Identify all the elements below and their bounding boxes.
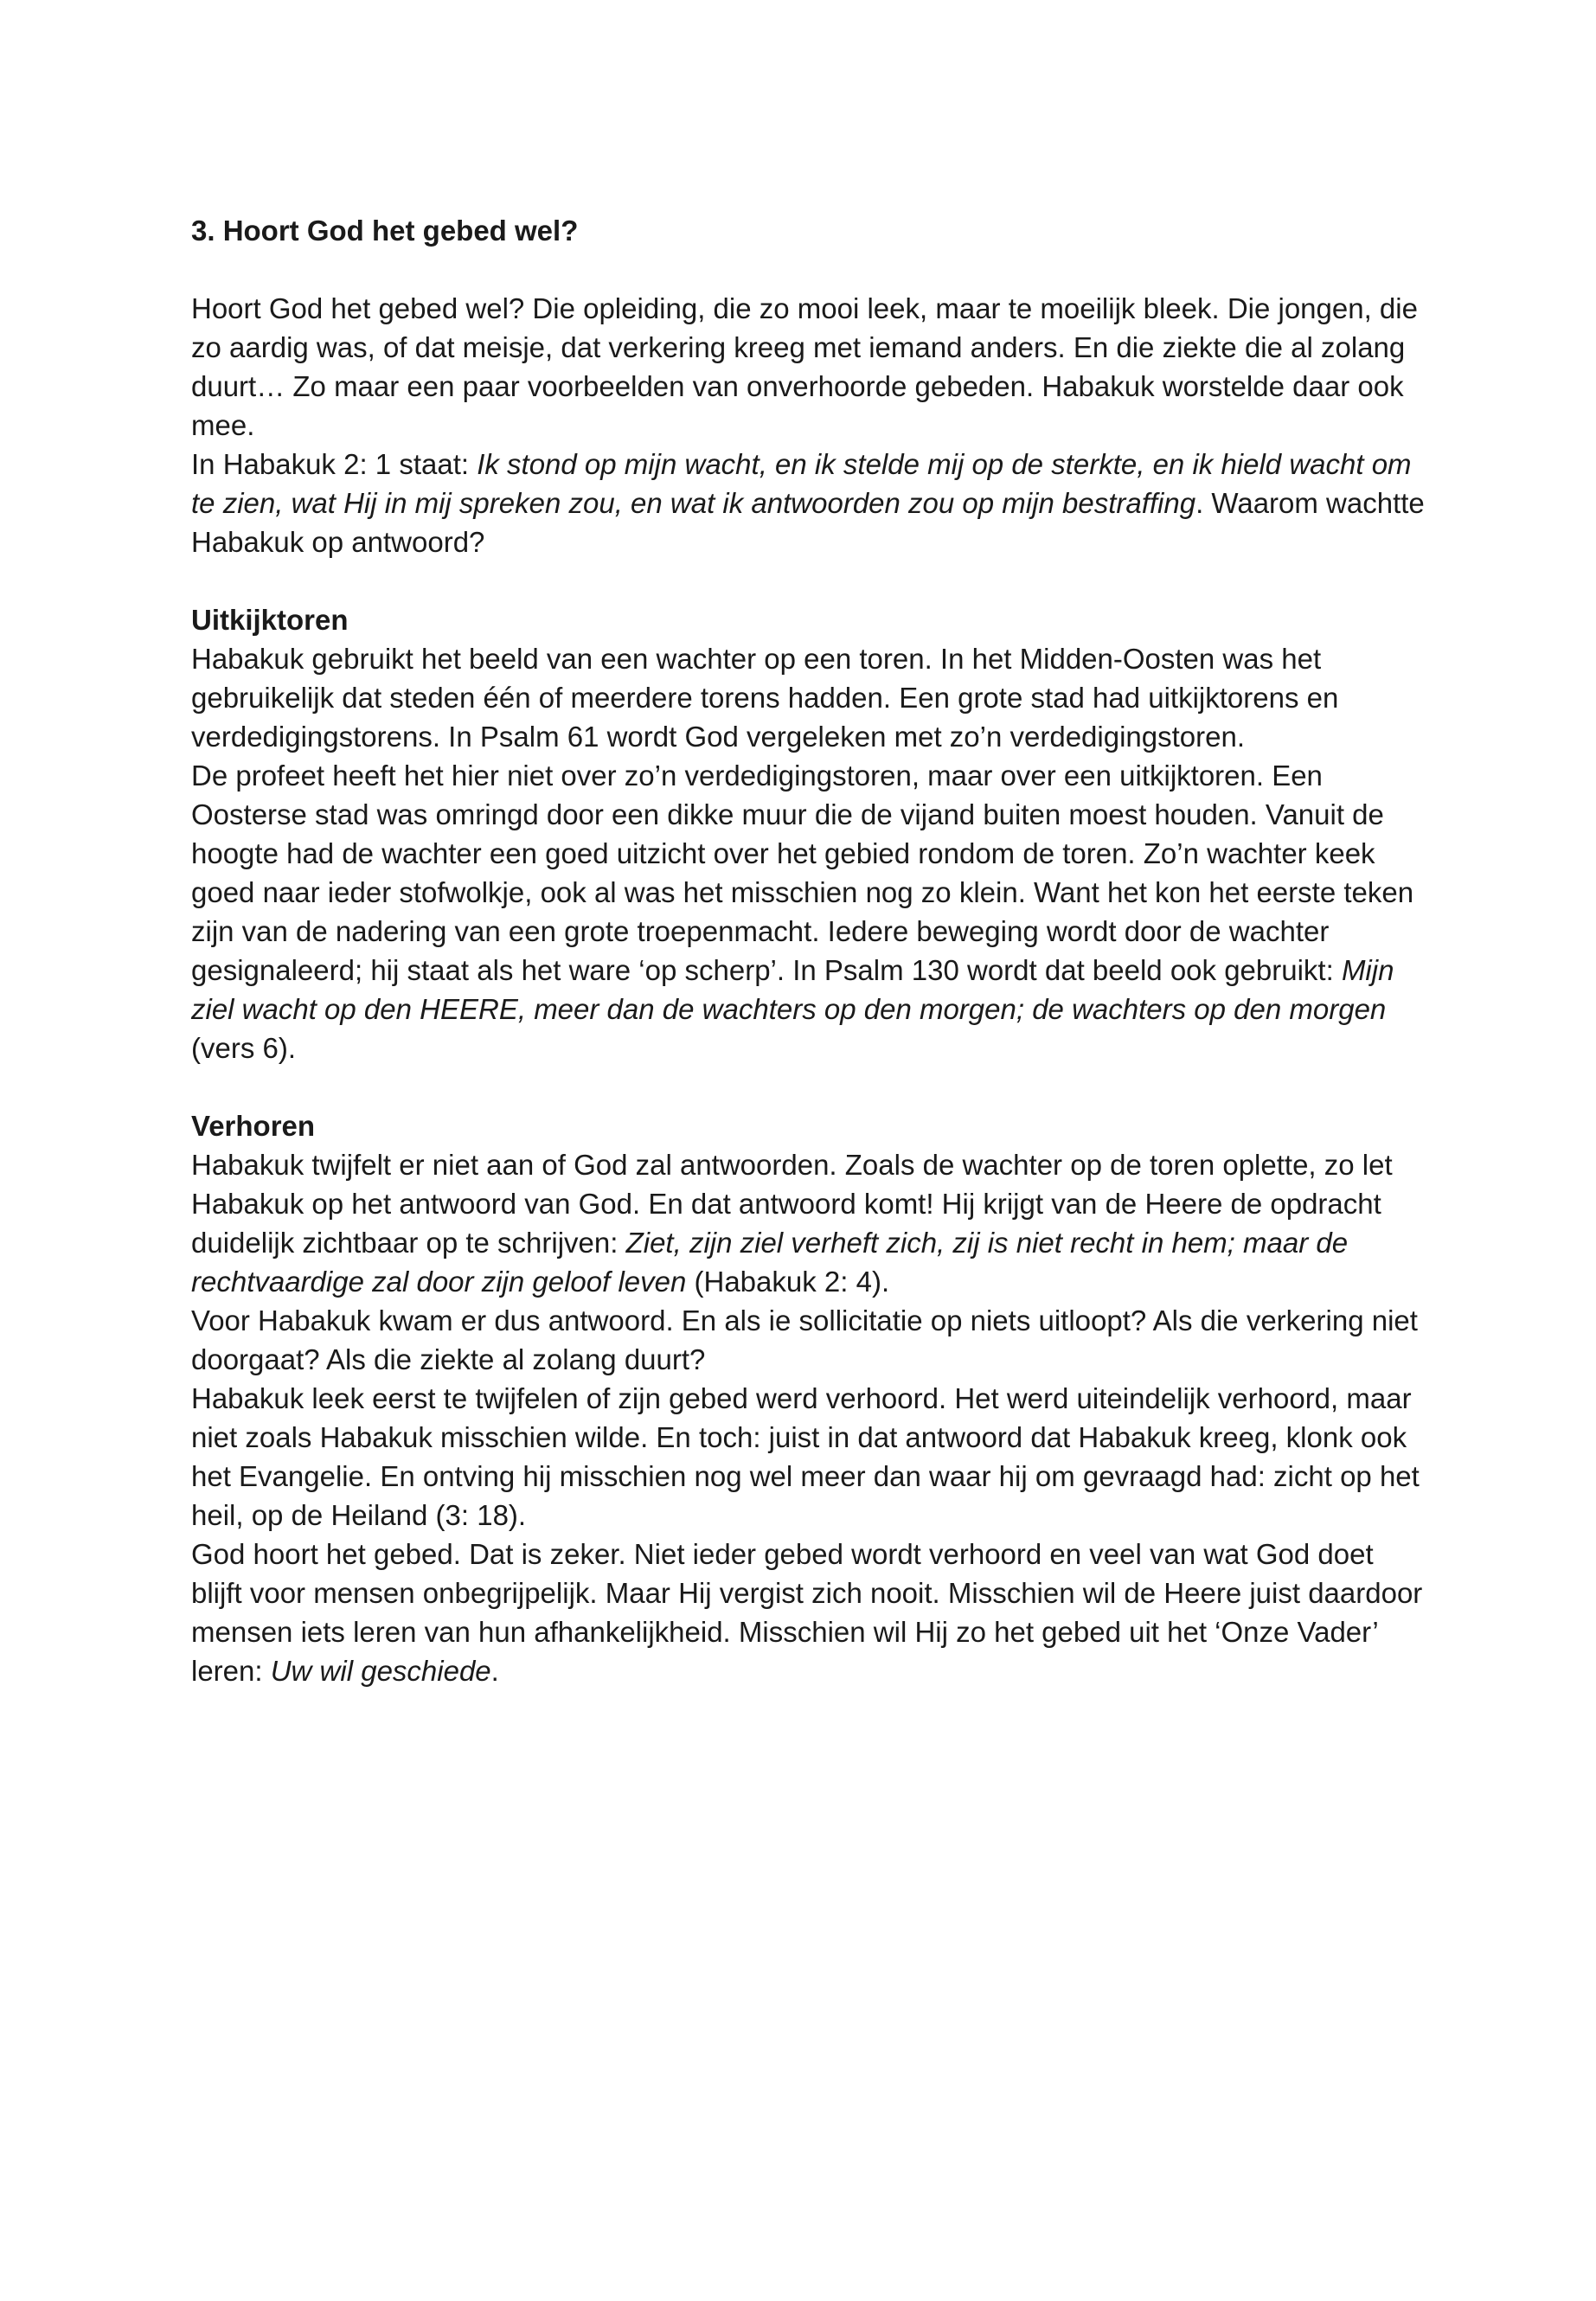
verhoren-paragraph-1-tail: (Habakuk 2: 4).: [686, 1266, 890, 1298]
section-verhoren: [191, 1106, 1428, 1690]
uitkijktoren-paragraph-2-lead: De profeet heeft het hier niet over zo’n verdedigingstoren, maar over een uitkijktoren. Een Oosterse stad was omringd door een dikke muur die de vijand buiten moest houden. Vanuit de hoogte had de wachter een goed uitzicht over het gebied rondom de toren. Zo’n wachter keek goed naar ieder stofwolkje, ook al was het misschien nog zo klein. Want het kon het eerste teken zijn van de nadering van een grote troepenmacht. Iedere beweging wordt door de wachter gesignaleerd; hij staat als het ware ‘op scherp’. In Psalm 130 wordt dat beeld ook gebruikt:: [191, 760, 1414, 986]
habakuk-2-4-quote: Ziet, zijn ziel verheft zich, zij is niet recht in hem; maar de rechtvaardige zal door zijn geloof leven: [191, 1227, 1349, 1298]
verhoren-paragraph-2: Voor Habakuk kwam er dus antwoord. En als ie sollicitatie op niets uitloopt? Als die verkering niet doorgaat? Als die ziekte al zolang duurt?: [191, 1304, 1418, 1375]
verhoren-paragraph-4-tail: .: [490, 1655, 499, 1687]
section-heading-verhoren: Verhoren: [191, 1110, 316, 1142]
intro-paragraph-2-tail: . Waarom wachtte Habakuk op antwoord?: [191, 487, 1425, 558]
intro-paragraph-2: [191, 445, 1428, 561]
habakuk-2-1-quote: Ik stond op mijn wacht, en ik stelde mij op de sterkte, en ik hield wacht om te zien, wat Hij in mij spreken zou, en wat ik antwoorden zou op mijn bestraffing: [191, 448, 1412, 519]
document-page: [191, 211, 1428, 1690]
verhoren-paragraph-1: [191, 1145, 1428, 1301]
verhoren-paragraph-4-lead: God hoort het gebed. Dat is zeker. Niet ieder gebed wordt verhoord en veel van wat God doet blijft voor mensen onbegrijpelijk. Maar Hij vergist zich nooit. Misschien wil de Heere juist daardoor mensen iets leren van hun afhankelijkheid. Misschien wil Hij zo het gebed uit het ‘Onze Vader’ leren:: [191, 1538, 1423, 1687]
psalm-130-quote: Mijn ziel wacht op den HEERE, meer dan de wachters op den morgen; de wachters op den morgen: [191, 954, 1394, 1025]
verhoren-paragraph-4: [191, 1535, 1428, 1690]
section-uitkijktoren: [191, 600, 1428, 1067]
uitkijktoren-paragraph-1: Habakuk gebruikt het beeld van een wachter op een toren. In het Midden-Oosten was het gebruikelijk dat steden één of meerdere torens hadden. Een grote stad had uitkijktorens en verdedigingstorens. In Psalm 61 wordt God vergeleken met zo’n verdedigingstoren.: [191, 643, 1339, 753]
onze-vader-quote: Uw wil geschiede: [270, 1655, 491, 1687]
document-title: 3. Hoort God het gebed wel?: [191, 215, 579, 247]
uitkijktoren-paragraph-2-tail: (vers 6).: [191, 1032, 297, 1064]
verhoren-paragraph-1-lead: Habakuk twijfelt er niet aan of God zal antwoorden. Zoals de wachter op de toren oplette, zo let Habakuk op het antwoord van God. En dat antwoord komt! Hij krijgt van de Heere de opdracht duidelijk zichtbaar op te schrijven:: [191, 1149, 1393, 1259]
intro-paragraph-2-lead: In Habakuk 2: 1 staat:: [191, 448, 478, 480]
intro-paragraph-1: Hoort God het gebed wel? Die opleiding, die zo mooi leek, maar te moeilijk bleek. Die jongen, die zo aardig was, of dat meisje, dat verkering kreeg met iemand anders. En die ziekte die al zolang duurt… Zo maar een paar voorbeelden van onverhoorde gebeden. Habakuk worstelde daar ook mee.: [191, 292, 1418, 441]
verhoren-paragraph-3: Habakuk leek eerst te twijfelen of zijn gebed werd verhoord. Het werd uiteindelijk verhoord, maar niet zoals Habakuk misschien wilde. En toch: juist in dat antwoord dat Habakuk kreeg, klonk ook het Evangelie. En ontving hij misschien nog wel meer dan waar hij om gevraagd had: zicht op het heil, op de Heiland (3: 18).: [191, 1382, 1420, 1531]
section-heading-uitkijktoren: Uitkijktoren: [191, 604, 349, 636]
uitkijktoren-paragraph-2: [191, 756, 1428, 1067]
